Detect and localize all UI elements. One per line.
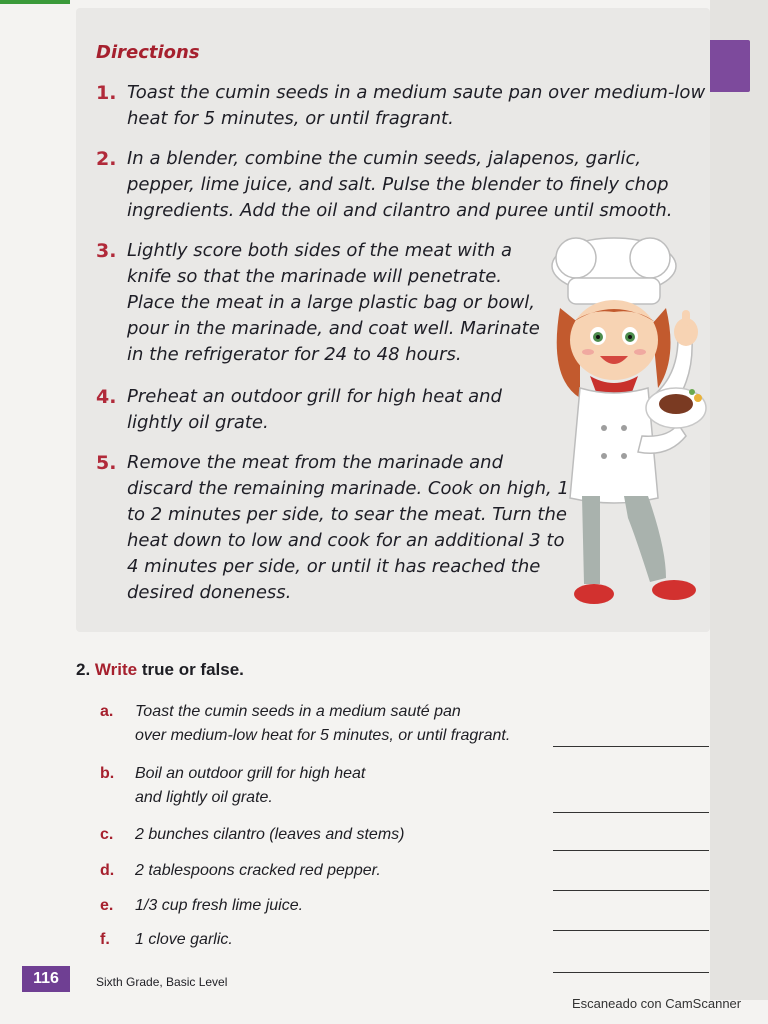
step-line: Preheat an outdoor grill for high heat and	[127, 386, 502, 407]
exercise-title	[76, 660, 244, 680]
step-line: to 2 minutes per side, to sear the meat. Turn the	[127, 504, 567, 525]
exercise-verb: Write	[94, 660, 138, 679]
step-number: 4.	[96, 386, 117, 408]
step-line: 4 minutes per side, or until it has reached the	[127, 556, 541, 577]
step-line: knife so that the marinade will penetrate.	[127, 266, 503, 287]
step-line: Toast the cumin seeds in a medium saute pan over medium-low	[127, 82, 706, 103]
question-letter: c.	[100, 826, 114, 843]
question-line: 2 tablespoons cracked red pepper.	[135, 862, 381, 879]
step-line: ingredients. Add the oil and cilantro and puree until smooth.	[127, 200, 673, 221]
step-line: In a blender, combine the cumin seeds, jalapenos, garlic,	[127, 148, 642, 169]
step-line: heat for 5 minutes, or until fragrant.	[127, 108, 454, 129]
question-letter: d.	[100, 862, 115, 879]
step-line: pour in the marinade, and coat well. Marinate	[127, 318, 540, 339]
chapter-tab	[706, 40, 750, 92]
question-line: 1/3 cup fresh lime juice.	[135, 897, 304, 914]
answer-line-b[interactable]	[553, 812, 709, 813]
step-number: 5.	[96, 452, 117, 474]
camscanner-watermark: Escaneado con CamScanner	[572, 996, 742, 1011]
exercise-instruction: true or false.	[141, 660, 244, 679]
chef-illustration	[528, 228, 708, 624]
step-number: 1.	[96, 82, 117, 104]
answer-line-c[interactable]	[553, 850, 709, 851]
step-line: Remove the meat from the marinade and	[127, 452, 504, 473]
page-edge-shadow	[710, 0, 768, 1000]
step-line: desired doneness.	[127, 582, 292, 603]
page-number: 116	[22, 966, 70, 992]
question-letter: a.	[100, 703, 114, 720]
step-line: Place the meat in a large plastic bag or bowl,	[127, 292, 535, 313]
question-line: Boil an outdoor grill for high heat	[135, 765, 366, 782]
top-green-strip	[0, 0, 70, 4]
footer-label: Sixth Grade, Basic Level	[96, 975, 228, 989]
step-number: 3.	[96, 240, 117, 262]
exercise-number: 2.	[76, 660, 91, 679]
question-line: 2 bunches cilantro (leaves and stems)	[135, 826, 405, 843]
directions-title: Directions	[96, 42, 200, 63]
answer-line-a[interactable]	[553, 746, 709, 747]
answer-line-f[interactable]	[553, 972, 709, 973]
step-number: 2.	[96, 148, 117, 170]
question-letter: b.	[100, 765, 115, 782]
question-letter: e.	[100, 897, 114, 914]
question-line: and lightly oil grate.	[135, 789, 273, 806]
step-line: heat down to low and cook for an additional 3 to	[127, 530, 565, 551]
step-line: Lightly score both sides of the meat with a	[127, 240, 513, 261]
question-line: over medium-low heat for 5 minutes, or until fragrant.	[135, 727, 511, 744]
question-letter: f.	[100, 931, 110, 948]
step-line: discard the remaining marinade. Cook on high, 1	[127, 478, 569, 499]
answer-line-d[interactable]	[553, 890, 709, 891]
question-line: Toast the cumin seeds in a medium sauté pan	[135, 703, 461, 720]
step-line: in the refrigerator for 24 to 48 hours.	[127, 344, 462, 365]
step-line: pepper, lime juice, and salt. Pulse the blender to finely chop	[127, 174, 669, 195]
answer-line-e[interactable]	[553, 930, 709, 931]
step-line: lightly oil grate.	[127, 412, 269, 433]
question-line: 1 clove garlic.	[135, 931, 233, 948]
